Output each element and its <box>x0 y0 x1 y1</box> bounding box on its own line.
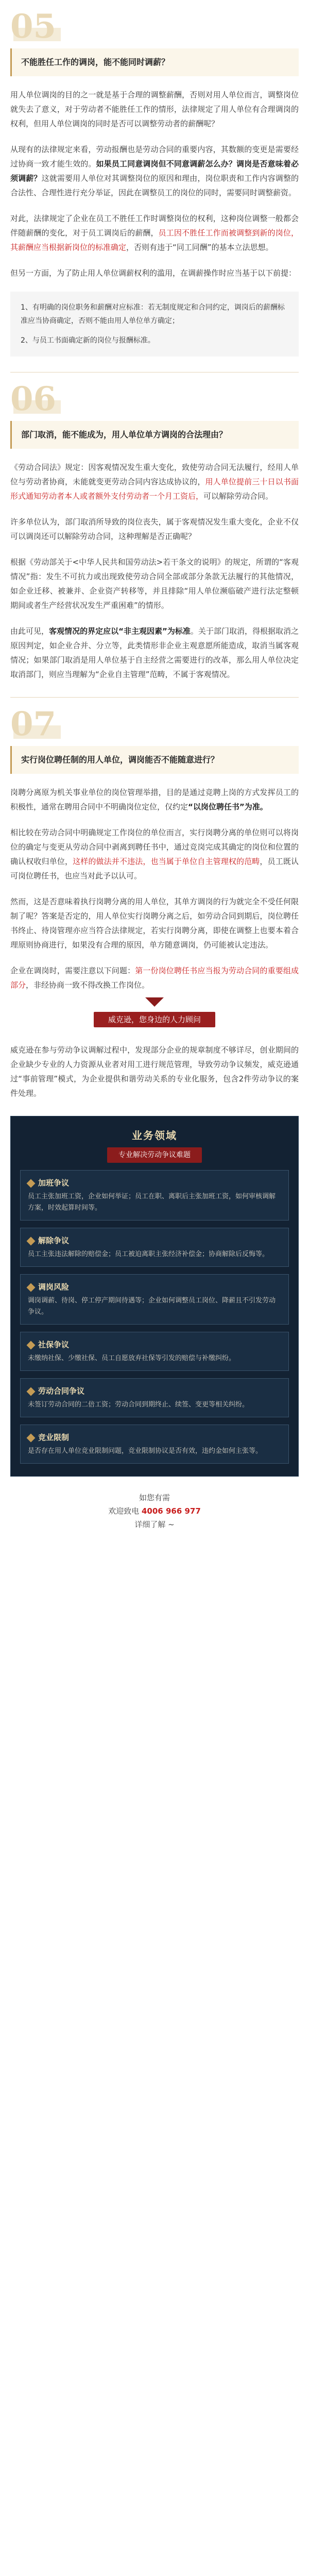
question-box: 部门取消，能不能成为，用人单位单方调岗的合法理由？ <box>10 421 299 449</box>
business-item: 加班争议 员工主张加班工资，企业如何举证；员工在职、离职后主张加班工资，如何审核调解方案，时效起算时间等。 <box>20 1170 289 1221</box>
paragraph: 相比较在劳动合同中明确规定工作岗位的单位而言，实行岗聘分离的单位则可以将岗位的确定与变更从劳动合同中剥离到聘任书中，通过竞岗完成其确定的岗位和位置的确认权收归单位，这样的做法并不违法，也当属于单位自主管理权的范畴，员工既认可岗位聘任书，也应当对此予以认可。 <box>10 828 299 880</box>
paragraph: 威克逊在参与劳动争议调解过程中，发现部分企业的规章制度不够详尽，创业期间的企业缺少专业的人力资源从业者对用工进行规范管理，导致劳动争议频发，威克逊通过“事前管理”模式，为企业提供和谐劳动关系的专业化服务，包含2件劳动争议的案件处理。 <box>10 1045 299 1098</box>
section-07 <box>0 705 309 992</box>
paragraph: 由此可见，客观情况的界定应以“非主观因素”为标准。关于部门取消，得根据取消之原因判定，如企业合并、分立等，此类情形非企业主观意愿所能造成，取消当属客观情况；如果部门取消是用人单位基于自主经营之需要进行的改革，那么用人单位决定取消部门，则应当理解为“企业自主管理”范畴，不属于客观情况。 <box>10 626 299 679</box>
question-box: 实行岗位聘任制的用人单位，调岗能否不能随意进行？ <box>10 746 299 774</box>
paragraph: 对此，法律规定了企业在员工不胜任工作时调整岗位的权利，这种岗位调整一般都会伴随薪酬的变化，对于员工调岗后的薪酬，员工因不胜任工作而被调整到新的岗位，其薪酬应当根据新岗位的标准确定，否则有违于“同工同酬”的基本立法思想。 <box>10 214 299 252</box>
paragraph: 岗聘分离原为机关事业单位的岗位管理举措，目的是通过竞聘上岗的方式发挥员工的积极性，通常在聘用合同中不明确岗位定位，仅约定“以岗位聘任书”为准。 <box>10 788 299 811</box>
paragraph: 许多单位认为，部门取消所导致的岗位丧失，属于客观情况发生重大变化，企业不仅可以调岗还可以解除劳动合同，这种理解是否正确呢？ <box>10 517 299 541</box>
business-subtitle: 专业解决劳动争议难题 <box>107 1147 202 1163</box>
closing-section <box>0 1043 309 1100</box>
more-info-link[interactable]: 详细了解 ~ <box>134 1520 175 1529</box>
diamond-icon <box>27 1179 36 1188</box>
slogan-text: 威克逊，您身边的人力顾问 <box>94 1012 215 1027</box>
section-number-text: 05 <box>10 7 57 46</box>
phone-number-link[interactable]: 4006 966 977 <box>141 1506 201 1516</box>
paragraph: 企业在调岗时，需要注意以下问题：第一份岗位聘任书应当报为劳动合同的重要组成部分，非经协商一致不得改换工作岗位。 <box>10 966 299 990</box>
list-item: 1、有明确的岗位职务和薪酬对应标准：若无制度规定和合同约定，调岗后的薪酬标准应当协商确定，否则不能由用人单位单方确定； <box>21 303 285 325</box>
section-number <box>10 380 299 418</box>
contact-line: 如您有需 <box>139 1493 170 1502</box>
business-item: 解除争议 员工主张违法解除的赔偿金；员工被迫离职主张经济补偿金；协商解除后反悔等。 <box>20 1228 289 1267</box>
highlight-text: 这样的做法并不违法，也当属于单位自主管理权的范畴 <box>73 857 260 866</box>
section-number-text: 07 <box>10 705 57 743</box>
paragraph: 从现有的法律规定来看，劳动报酬也是劳动合同的重要内容，其数额的变更是需要经过协商一致才能生效的。如果员工同意调岗但不同意调薪怎么办？调岗是否意味着必须调薪？这就需要用人单位对其调整岗位的原因和理由，岗位职责和工作内容调整的合法性、合理性进行充分举证，因此在调整员工的岗位的同时，需要同时调整薪资。 <box>10 145 299 197</box>
slogan-banner <box>10 1008 299 1031</box>
highlight-text: 员工因不胜任工作而被调整到新的岗位，其薪酬应当根据新岗位的标准确定 <box>10 228 299 252</box>
business-item: 社保争议 未缴纳社保、少缴社保、员工自愿放弃社保等引发的赔偿与补缴纠纷。 <box>20 1332 289 1371</box>
paragraph: 但另一方面，为了防止用人单位调薪权利的滥用，在调薪操作时应当基于以下前提： <box>10 268 297 278</box>
contact-line: 欢迎致电 4006 966 977 <box>108 1506 201 1516</box>
highlight-text: 用人单位提前三十日以书面形式通知劳动者本人或者额外支付劳动者一个月工资后， <box>10 477 299 501</box>
diamond-icon <box>27 1283 36 1292</box>
business-item: 调岗风险 调岗调薪、待岗、停工停产期间待遇等；企业如何调整员工岗位、降薪且不引发劳动争议。 <box>20 1274 289 1325</box>
triangle-marker-icon <box>145 997 164 1007</box>
paragraph: 然而，这是否意味着执行岗聘分离的用人单位，其单方调岗的行为就完全不受任何限制了呢？答案是否定的，用人单位实行岗聘分离之后，如劳动合同到期后，岗位聘任书终止、待岗管理亦应当符合法律规定，若实行岗聘分离，即使在调整上也要本着合理原则协商进行，如果没有合理的原因，单方随意调岗，仍可能被认定违法。 <box>10 897 299 950</box>
paragraph: 《劳动合同法》规定：因客观情况发生重大变化，致使劳动合同无法履行，经用人单位与劳动者协商，未能就变更劳动合同内容达成协议的，用人单位提前三十日以书面形式通知劳动者本人或者额外支付劳动者一个月工资后，可以解除劳动合同。 <box>10 463 299 501</box>
section-05 <box>0 7 309 357</box>
diamond-icon <box>27 1341 36 1349</box>
paragraph: 用人单位调岗的目的之一就是基于合理的调整薪酬，否则对用人单位而言，调整岗位就失去了意义，对于劳动者不能胜任工作的情形，法律规定了用人单位有合理调岗的权利，但用人单位调岗的同时是否可以调整劳动者的薪酬呢？ <box>10 90 299 128</box>
question-box: 不能胜任工作的调岗，能不能同时调薪？ <box>10 48 299 76</box>
list-item: 2、与员工书面确定新的岗位与报酬标准。 <box>21 336 155 345</box>
section-number-text: 06 <box>10 380 57 418</box>
diamond-icon <box>27 1387 36 1396</box>
condition-list <box>10 292 299 357</box>
section-number <box>10 7 299 46</box>
highlight-text: 第一份岗位聘任书应当报为劳动合同的重要组成部分 <box>10 966 299 990</box>
divider <box>10 697 299 698</box>
contact-block <box>0 1491 309 1531</box>
bottom-spacer <box>0 1531 309 1547</box>
business-title: 业务领域 <box>132 1129 177 1142</box>
business-header <box>20 1128 289 1163</box>
paragraph: 根据《劳动部关于<中华人民共和国劳动法>若干条文的说明》的规定，所谓的“客观情况”指：发生不可抗力或出现致使劳动合同全部或部分条款无法履行的其他情况，如企业迁移、被兼并、企业资产转移等，并且排除“用人单位濒临破产进行法定整顿期间或者生产经营状况发生严重困难”的情形。 <box>10 557 299 610</box>
section-06 <box>0 380 309 682</box>
section-number <box>10 705 299 743</box>
diamond-icon <box>27 1236 36 1245</box>
business-areas-card <box>10 1116 299 1477</box>
business-item: 劳动合同争议 未签订劳动合同的二倍工资；劳动合同到期终止、续签、变更等相关纠纷。 <box>20 1378 289 1417</box>
business-item: 竞业限制 是否存在用人单位竞业限制问题，竞业限制协议是否有效，违约金如何主张等。 <box>20 1425 289 1464</box>
diamond-icon <box>27 1433 36 1442</box>
